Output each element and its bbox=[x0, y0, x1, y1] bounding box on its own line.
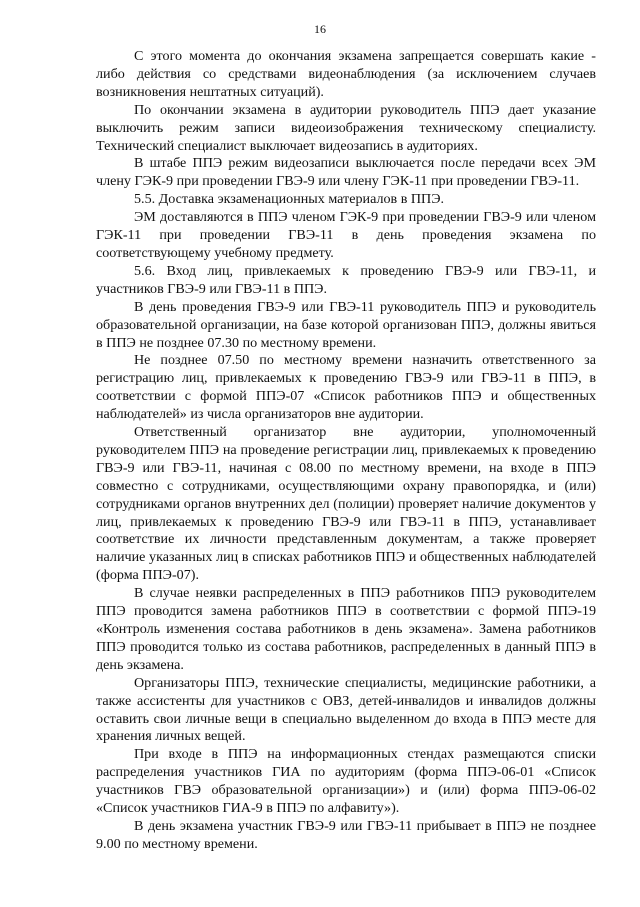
paragraph-participant-arrival: В день экзамена участник ГВЭ-9 или ГВЭ-11 прибывает в ППЭ не позднее 9.00 по местному времени. bbox=[96, 817, 596, 852]
paragraph-arrival-time: В день проведения ГВЭ-9 или ГВЭ-11 руководитель ППЭ и руководитель образовательной организации, на базе которой организован ППЭ, должны явиться в ППЭ не позднее 07.30 по местному времени. bbox=[96, 298, 596, 351]
paragraph-em-delivery: ЭМ доставляются в ППЭ членом ГЭК-9 при проведении ГВЭ-9 или членом ГЭК-11 при проведении ГВЭ-11 в день проведения экзамена по соответствующему учебному предмету. bbox=[96, 209, 596, 261]
paragraph-staff-replacement: В случае неявки распределенных в ППЭ работников ППЭ руководителем ППЭ проводится замена работников ППЭ в соответствии с формой ППЭ-19 «Контроль изменения состава работников в день экзамена». Замена работников ППЭ проводится только из состава работников, распределенных в данный ППЭ в день экзамена. bbox=[96, 585, 596, 673]
paragraph-registration-assign: Не позднее 07.50 по местному времени назначить ответственного за регистрацию лиц, привлекаемых к проведению ГВЭ-9 или ГВЭ-11 в ППЭ, в соответствии с формой ППЭ-07 «Список работников ППЭ и общественных наблюдателей» из числа организаторов вне аудитории. bbox=[96, 352, 596, 423]
page-number: 16 bbox=[314, 22, 326, 36]
document-body bbox=[96, 48, 596, 854]
paragraph-video-off-audience: По окончании экзамена в аудитории руководитель ППЭ дает указание выключить режим записи видеоизображения техническому специалисту. Технический специалист выключает видеозапись в аудиториях. bbox=[96, 101, 596, 154]
paragraph-video-restriction: С этого момента до окончания экзамена запрещается совершать какие - либо действия со средствами видеонаблюдения (за исключением случаев возникновения нештатных ситуаций). bbox=[96, 48, 596, 100]
paragraph-registration-check: Ответственный организатор вне аудитории, уполномоченный руководителем ППЭ на проведение регистрации лиц, привлекаемых к проведению ГВЭ-9 или ГВЭ-11, начиная с 08.00 по местному времени, на входе в ППЭ совместно с сотрудниками, осуществляющими охрану правопорядка, и (или) сотрудниками органов внутренних дел (полиции) проверяет наличие документов у лиц, привлекаемых к проведению ГВЭ-9 или ГВЭ-11 в ППЭ, устанавливает соответствие их личности представленным документам, а также проверяет наличие указанных лиц в списках работников ППЭ и общественных наблюдателей (форма ППЭ-07). bbox=[96, 424, 596, 584]
section-heading-5-6: 5.6. Вход лиц, привлекаемых к проведению ГВЭ-9 или ГВЭ-11, и участников ГВЭ-9 или ГВЭ-11 в ППЭ. bbox=[96, 262, 596, 297]
paragraph-video-off-hq: В штабе ППЭ режим видеозаписи выключается после передачи всех ЭМ члену ГЭК-9 при проведении ГВЭ-9 или члену ГЭК-11 при проведении ГВЭ-11. bbox=[96, 155, 596, 190]
paragraph-information-stands: При входе в ППЭ на информационных стендах размещаются списки распределения участников ГИА по аудиториям (форма ППЭ-06-01 «Список участников ГВЭ образовательной организации») и (или) форма ППЭ-06-02 «Список участников ГИА-9 в ППЭ по алфавиту»). bbox=[96, 746, 596, 817]
section-heading-5-5: 5.5. Доставка экзаменационных материалов в ППЭ. bbox=[134, 191, 445, 208]
paragraph-personal-belongings: Организаторы ППЭ, технические специалисты, медицинские работники, а также ассистенты для участников с ОВЗ, детей-инвалидов и инвалидов должны оставить свои личные вещи в специально выделенном до входа в ППЭ месте для хранения личных вещей. bbox=[96, 674, 596, 745]
